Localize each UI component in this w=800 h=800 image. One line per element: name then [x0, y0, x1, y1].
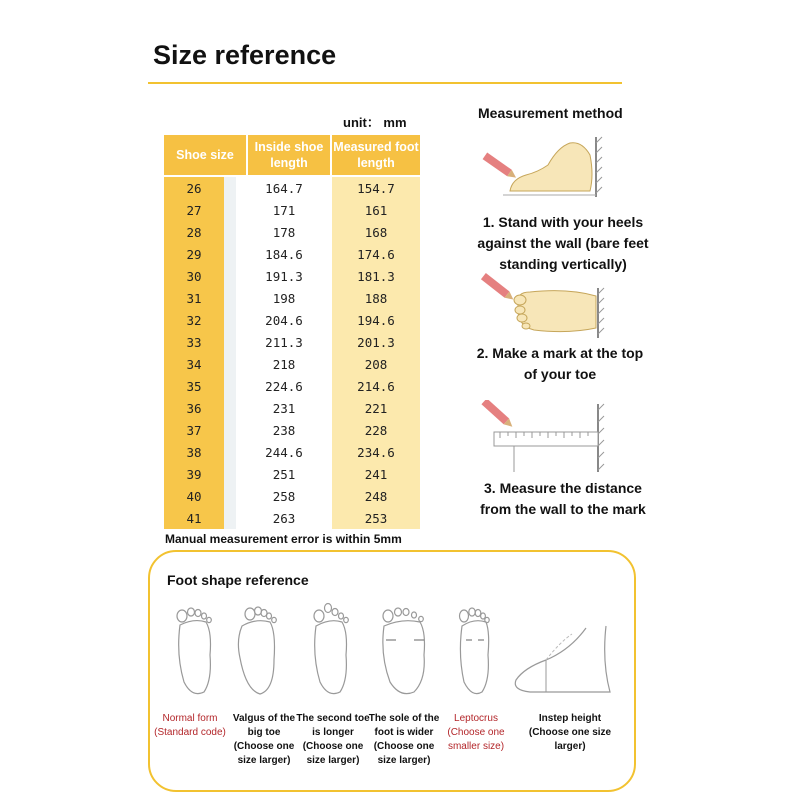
table-row: [164, 463, 420, 485]
table-row: [164, 507, 420, 529]
cell-shoe-size: 33: [186, 334, 202, 350]
cell-shoe-size: 30: [186, 268, 202, 284]
size-table-header: [164, 135, 420, 175]
wide-sole-foot-icon: [378, 600, 432, 700]
bunion-foot-icon: [234, 600, 284, 700]
cell-foot-length: 221: [364, 400, 388, 416]
foot-caption-second-toe: The second toe is longer (Choose one size larger): [296, 713, 370, 766]
cell-shoe-size: 27: [186, 202, 202, 218]
cell-foot-length: 181.3: [357, 268, 395, 284]
cell-shoe-size: 36: [186, 400, 202, 416]
cell-shoe-size: 41: [186, 510, 202, 526]
table-row: [164, 419, 420, 441]
table-row: [164, 265, 420, 287]
cell-foot-length: 201.3: [357, 334, 395, 350]
table-row: [164, 243, 420, 265]
header-foot-length: Measured foot length: [333, 140, 419, 170]
measurement-error-note: Manual measurement error is within 5mm: [165, 532, 402, 546]
cell-foot-length: 161: [364, 202, 388, 218]
step3-text: 3. Measure the distance from the wall to the mark: [480, 480, 646, 517]
cell-inside-length: 263: [272, 510, 296, 526]
cell-inside-length: 178: [272, 224, 296, 240]
cell-foot-length: 154.7: [357, 180, 395, 196]
cell-inside-length: 218: [272, 356, 296, 372]
page-title: Size reference: [153, 40, 337, 70]
foot-caption-leptocrus: Leptocrus (Choose one smaller size): [447, 713, 505, 752]
table-row: [164, 177, 420, 199]
step1-text: 1. Stand with your heels against the wall (bare feet standing vertically): [477, 214, 649, 272]
cell-foot-length: 241: [364, 466, 388, 482]
step2-foot-illustration: [478, 270, 608, 340]
cell-foot-length: 228: [364, 422, 388, 438]
foot-caption-wide-sole: The sole of the foot is wider (Choose one size larger): [368, 713, 440, 766]
cell-inside-length: 224.6: [265, 378, 303, 394]
step3-ruler-illustration: [478, 400, 608, 475]
cell-shoe-size: 40: [186, 488, 202, 504]
cell-inside-length: 191.3: [265, 268, 303, 284]
cell-foot-length: 174.6: [357, 246, 395, 262]
cell-inside-length: 211.3: [265, 334, 303, 350]
cell-inside-length: 231: [272, 400, 296, 416]
cell-inside-length: 258: [272, 488, 296, 504]
cell-foot-length: 248: [364, 488, 388, 504]
cell-shoe-size: 32: [186, 312, 202, 328]
cell-foot-length: 253: [364, 510, 388, 526]
cell-inside-length: 204.6: [265, 312, 303, 328]
cell-shoe-size: 28: [186, 224, 202, 240]
table-row: [164, 353, 420, 375]
cell-foot-length: 234.6: [357, 444, 395, 460]
cell-shoe-size: 35: [186, 378, 202, 394]
table-row: [164, 441, 420, 463]
cell-shoe-size: 34: [186, 356, 202, 372]
cell-inside-length: 251: [272, 466, 296, 482]
cell-inside-length: 164.7: [265, 180, 303, 196]
cell-shoe-size: 37: [186, 422, 202, 438]
unit-label: unit： mm: [343, 115, 407, 130]
cell-inside-length: 184.6: [265, 246, 303, 262]
title-underline: [148, 82, 622, 84]
table-row: [164, 199, 420, 221]
size-table: [164, 135, 420, 529]
normal-foot-icon: [170, 600, 220, 700]
cell-foot-length: 214.6: [357, 378, 395, 394]
cell-shoe-size: 26: [186, 180, 202, 196]
cell-shoe-size: 31: [186, 290, 202, 306]
cell-inside-length: 171: [272, 202, 296, 218]
table-row: [164, 331, 420, 353]
cell-foot-length: 208: [364, 356, 388, 372]
foot-caption-bunion: Valgus of the big toe (Choose one size larger): [232, 713, 296, 766]
step1-foot-illustration: [478, 135, 608, 200]
header-shoe-size: Shoe size: [164, 135, 248, 175]
cell-shoe-size: 29: [186, 246, 202, 262]
table-row: [164, 287, 420, 309]
table-row: [164, 485, 420, 507]
cell-foot-length: 194.6: [357, 312, 395, 328]
foot-caption-normal: Normal form (Standard code): [154, 713, 226, 738]
narrow-foot-icon: [452, 600, 498, 700]
size-table-body: [164, 177, 420, 529]
cell-shoe-size: 38: [186, 444, 202, 460]
table-row: [164, 397, 420, 419]
cell-inside-length: 198: [272, 290, 296, 306]
step2-text: 2. Make a mark at the top of your toe: [476, 345, 644, 382]
cell-inside-length: 238: [272, 422, 296, 438]
header-inside-length: Inside shoe length: [248, 135, 332, 175]
foot-shape-title: Foot shape reference: [167, 572, 309, 588]
cell-shoe-size: 39: [186, 466, 202, 482]
table-row: [164, 309, 420, 331]
cell-foot-length: 188: [364, 290, 388, 306]
cell-foot-length: 168: [364, 224, 388, 240]
instep-height-foot-icon: [510, 622, 614, 700]
measurement-method-title: Measurement method: [478, 105, 623, 121]
table-row: [164, 375, 420, 397]
table-row: [164, 221, 420, 243]
long-second-toe-foot-icon: [306, 600, 356, 700]
foot-caption-instep: Instep height (Choose one size larger): [528, 713, 612, 752]
cell-inside-length: 244.6: [265, 444, 303, 460]
